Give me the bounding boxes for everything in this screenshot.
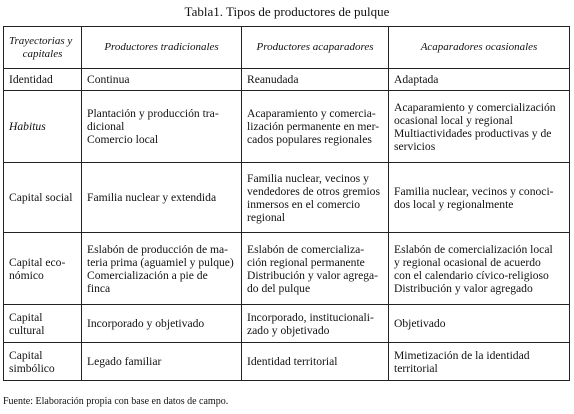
cell-line: Capital [9, 310, 43, 324]
row-label-cell [4, 163, 82, 233]
cell-line: dicional [87, 120, 125, 133]
table-cell [242, 69, 389, 91]
row-label-cell [4, 69, 82, 91]
cell-line: Comercialización a pie de [87, 268, 208, 282]
cell-line: Objetivado [394, 317, 446, 330]
cell-line: Identidad [9, 73, 53, 86]
cell-line: zado y objetivado [247, 323, 330, 337]
table-row [4, 233, 570, 305]
source-note: Fuente: Elaboración propia con base en datos de campo. [3, 396, 229, 407]
cell-line: Legado familiar [87, 355, 162, 368]
table-cell [82, 91, 242, 163]
cell-line: Capital social [9, 191, 73, 204]
table-cell [242, 91, 389, 163]
table-cell [389, 91, 570, 163]
cell-line: Mimetización de la identidad [394, 348, 530, 362]
table-cell [389, 69, 570, 91]
header-productores-acaparadores: Productores acaparadores [242, 27, 389, 69]
cell-line: Incorporado y objetivado [87, 317, 205, 330]
table-cell [242, 343, 389, 381]
cell-line: Incorporado, institucionali- [247, 310, 374, 324]
header-trayectorias-capitales [4, 27, 82, 69]
table-row [4, 343, 570, 381]
cell-line: servicios [394, 139, 436, 153]
cell-line: ción regional permanente [247, 255, 365, 269]
table-row [4, 69, 570, 91]
cell-line: territorial [394, 361, 438, 375]
row-label-cell [4, 343, 82, 381]
cell-line: cados populares regionales [247, 133, 372, 146]
table-cell [389, 343, 570, 381]
cell-line: Familia nuclear y extendida [87, 191, 217, 204]
cell-line: Eslabón de producción de ma- [87, 242, 229, 256]
table-cell [242, 163, 389, 233]
cell-line: Capital eco- [9, 255, 66, 269]
table-cell [82, 69, 242, 91]
cell-line: simbólico [9, 361, 55, 375]
header-line: capitales [22, 47, 63, 60]
cell-line: nómico [9, 268, 44, 282]
table-cell [389, 305, 570, 343]
cell-line: y regional ocasional de acuerdo [394, 255, 541, 269]
cell-line: Multiactividades productivas y de [394, 126, 552, 140]
table-cell [82, 343, 242, 381]
table-cell [82, 233, 242, 305]
cell-line: Habitus [9, 120, 46, 133]
row-label-cell [4, 91, 82, 163]
cell-line: Plantación y producción tra- [87, 107, 219, 120]
cell-line: Eslabón de comercializa- [247, 242, 365, 256]
cell-line: Capital [9, 348, 43, 362]
cell-line: Continua [87, 73, 130, 86]
table-row [4, 305, 570, 343]
cell-line: do del pulque [247, 281, 311, 295]
cell-line: Acaparamiento y comercia- [247, 107, 376, 120]
cell-line: Comercio local [87, 133, 159, 146]
cell-line: vendedores de otros gremios [247, 184, 380, 198]
table-cell [242, 305, 389, 343]
header-row [4, 27, 570, 69]
header-productores-tradicionales: Productores tradicionales [82, 27, 242, 69]
cell-line: Acaparamiento y comercialización [394, 100, 556, 114]
cell-line: Familia nuclear, vecinos y conoci- [394, 184, 554, 198]
producers-table [3, 26, 570, 381]
table-cell [82, 163, 242, 233]
row-label-cell [4, 305, 82, 343]
cell-line: regional [247, 210, 285, 224]
cell-line: con el calendario cívico-religioso [394, 268, 549, 282]
cell-line: Familia nuclear, vecinos y [247, 171, 369, 185]
table-cell [389, 163, 570, 233]
cell-line: Adaptada [394, 73, 439, 86]
cell-line: Distribución y valor agrega- [247, 268, 379, 282]
row-label-cell [4, 233, 82, 305]
cell-line: Identidad territorial [247, 355, 338, 368]
table-row [4, 163, 570, 233]
cell-line: teria prima (aguamiel y pulque) [87, 255, 234, 269]
header-acaparadores-ocasionales: Acaparadores ocasionales [389, 27, 570, 69]
table-cell [389, 233, 570, 305]
table-row [4, 91, 570, 163]
table-title: Tabla1. Tipos de productores de pulque [184, 4, 390, 19]
table-cell [82, 305, 242, 343]
cell-line: cultural [9, 323, 45, 337]
cell-line: dos local y regionalmente [394, 197, 514, 211]
cell-line: inmersos en el comercio [247, 197, 360, 211]
table-cell [242, 233, 389, 305]
cell-line: Distribución y valor agregado [394, 281, 533, 295]
cell-line: Eslabón de comercialización local [394, 242, 553, 256]
cell-line: finca [87, 281, 111, 295]
cell-line: lización permanente en mer- [247, 120, 380, 133]
cell-line: Reanudada [247, 73, 299, 86]
cell-line: ocasional local y regional [394, 113, 513, 127]
header-line: Trayectorias y [9, 34, 73, 47]
